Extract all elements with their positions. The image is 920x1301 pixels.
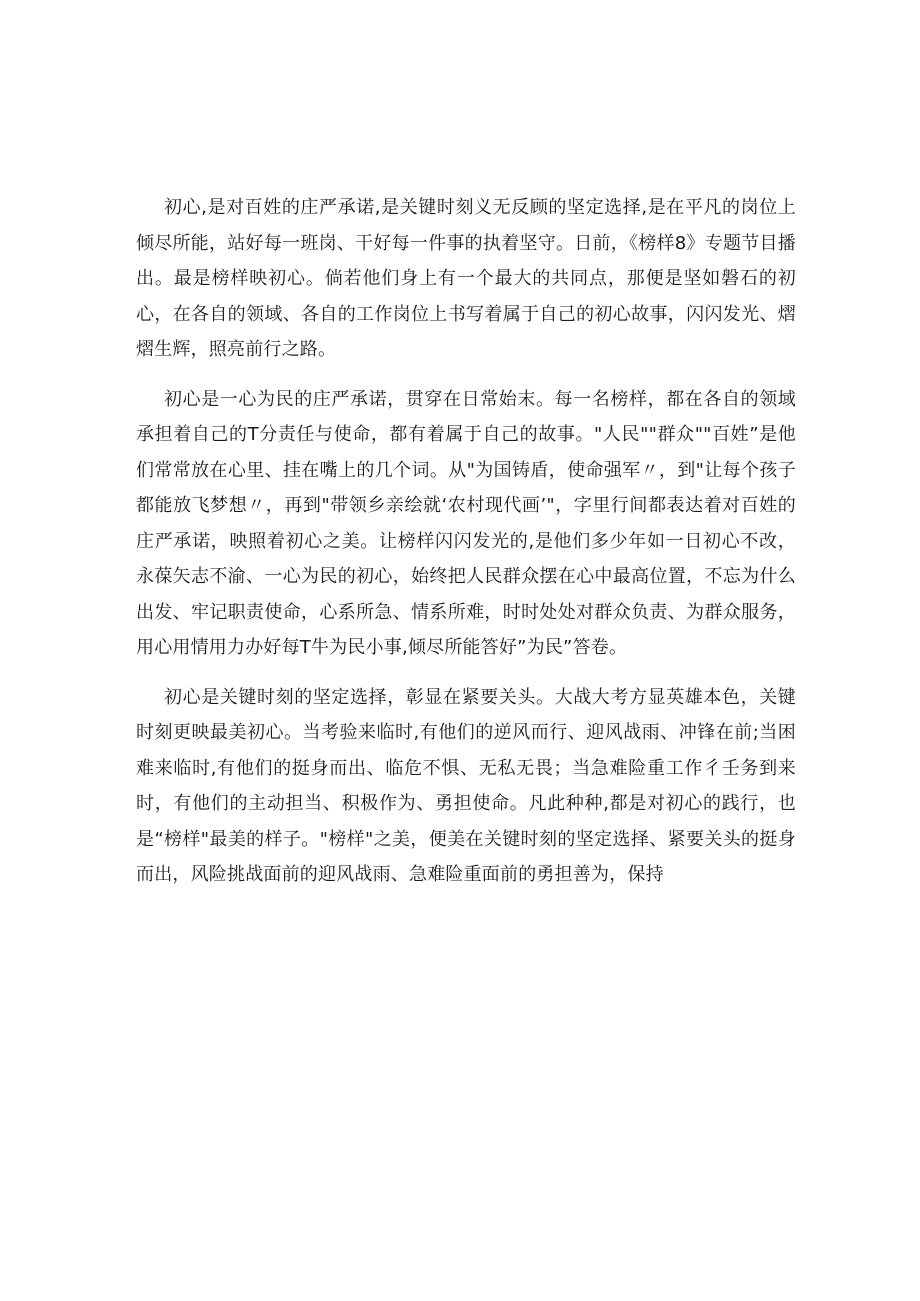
- paragraph-3: 初心是关键时刻的坚定选择，彰显在紧要关头。大战大考方显英雄本色，关键时刻更映最美初心。当考验来临时,有他们的逆风而行、迎风战雨、冲锋在前;当困难来临时,有他们的挺身而出、临危不惧、无私无畏；当急难险重工作彳壬务到来时，有他们的主动担当、积极作为、勇担使命。凡此种种,都是对初心的践行，也是“榜样"最美的样子。"榜样"之美，便美在关键时刻的坚定选择、紧要关头的挺身而出，风险挑战面前的迎风战雨、急难险重面前的勇担善为，保持: [136, 686, 796, 885]
- article-body: [136, 190, 796, 907]
- paragraph-2: 初心是一心为民的庄严承诺，贯穿在日常始末。每一名榜样，都在各自的领域承担着自己的T分责任与使命，都有着属于自己的故事。"人民""群众""百姓”是他们常常放在心里、挂在嘴上的几个词。从"为国铸盾，使命强军〃，到"让每个孩子都能放飞梦想〃，再到"带领乡亲绘就‘农村现代画’"，字里行间都表达着对百姓的庄严承诺，映照着初心之美。让榜样闪闪发光的,是他们多少年如一日初心不改，永葆矢志不渝、一心为民的初心，始终把人民群众摆在心中最高位置，不忘为什么出发、牢记职责使命，心系所急、情系所难，时时处处对群众负责、为群众服务，用心用情用力办好每T牛为民小事,倾尽所能答好”为民”答卷。: [136, 388, 796, 658]
- paragraph-1: 初心,是对百姓的庄严承诺,是关键时刻义无反顾的坚定选择,是在平凡的岗位上倾尽所能，站好每一班岗、干好每一件事的执着坚守。日前，《榜样8》专题节目播出。最是榜样映初心。倘若他们身上有一个最大的共同点，那便是坚如磐石的初心，在各自的领域、各自的工作岗位上书写着属于自己的初心故事，闪闪发光、熠熠生辉，照亮前行之路。: [136, 197, 796, 360]
